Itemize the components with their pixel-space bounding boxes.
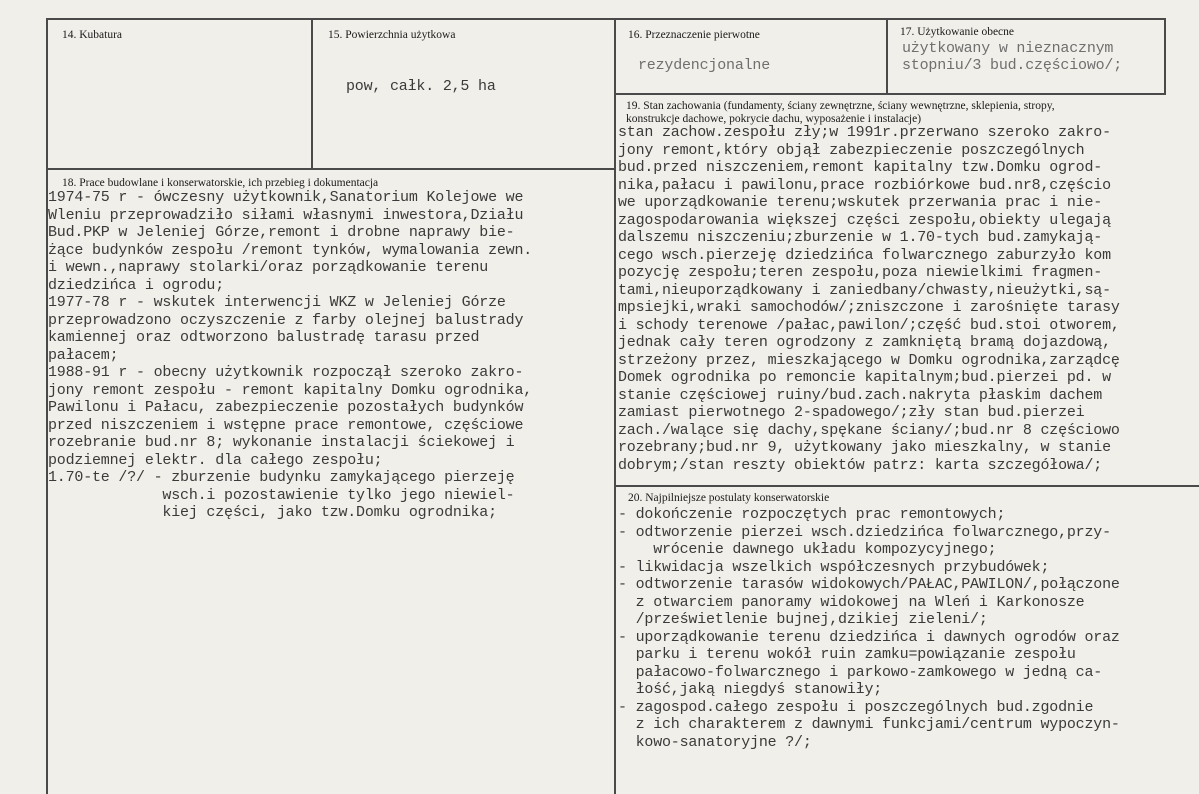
field-19-line: dobrym;/stan reszty obiektów patrz: karta szczegółowa/; — [618, 456, 1103, 474]
divider-16-17 — [886, 18, 888, 94]
field-19-line: stan zachow.zespołu zły;w 1991r.przerwano szeroko zakro- — [618, 124, 1111, 141]
field-20-line: /prześwietlenie bujnej,dzikiej zieleni/; — [618, 611, 988, 628]
field-19-label: 19. Stan zachowania (fundamenty, ściany zewnętrzne, ściany wewnętrzne, sklepienia, stropy, konstrukcje dachowe, pokrycie dachu, wyposażenie i instalacje) — [626, 100, 1055, 125]
field-20-line: pałacowo-folwarcznego i parkowo-zamkowego w jedną ca- — [618, 663, 1103, 681]
field-18-line: rozebranie bud.nr 8; wykonanie instalacji ściekowej i — [48, 434, 515, 451]
field-18-line: wsch.i pozostawienie tylko jego niewiel- — [48, 486, 515, 504]
field-18-line: przeprowadzono oczyszczenie z farby olejnej balustrady — [48, 311, 524, 329]
field-16-label: 16. Przeznaczenie pierwotne — [628, 29, 760, 41]
field-17-line: użytkowany w nieznacznym — [902, 40, 1114, 57]
field-20-line: - odtworzenie pierzei wsch.dziedzińca folwarcznego,przy- — [618, 523, 1111, 541]
field-20-line: - zagospod.całego zespołu i poszczególnych bud.zgodnie — [618, 698, 1094, 716]
field-18-line: 1974-75 r - ówczesny użytkownik,Sanatorium Kolejowe we — [48, 189, 524, 206]
field-18-line: Wleniu przeprowadziło siłami własnymi inwestora,Działu — [48, 206, 524, 224]
field-20-label: 20. Najpilniejsze postulaty konserwatorskie — [628, 492, 830, 504]
field-18-line: kamiennej oraz odtworzono balustradę tarasu przed — [48, 329, 480, 346]
divider-row1-right — [614, 93, 1166, 95]
divider-19-20 — [614, 485, 1199, 487]
field-19-line: tami,nieuporządkowany i zaniedbany/chwasty,nieużytki,są- — [618, 281, 1111, 299]
field-18-line: Bud.PKP w Jeleniej Górze,remont i drobne naprawy bie- — [48, 224, 515, 241]
field-17-line: stopniu/3 bud.częściowo/; — [902, 57, 1123, 74]
field-19-line: jednak cały teren ogrodzony z zamkniętą bramą dojazdową, — [618, 334, 1111, 351]
field-18-line: kiej części, jako tzw.Domku ogrodnika; — [48, 504, 497, 521]
field-20-line: - uporządkowanie terenu dziedzińca i dawnych ogrodów oraz — [618, 628, 1120, 646]
field-18-line: żące budynków zespołu /remont tynków, wymalowania zewn. — [48, 241, 533, 259]
right-border — [1164, 18, 1166, 94]
field-18-line: jony remont zespołu - remont kapitalny Domku ogrodnika, — [48, 381, 533, 399]
field-19-line: zach./walące się dachy,spękane ściany/;bud.nr 8 częściowo — [618, 421, 1120, 439]
field-18-line: przed niszczeniem i wstępne prace remontowe, częściowe — [48, 416, 524, 434]
field-19-line: zagospodarowania większej części zespołu,obiekty ulegają — [618, 211, 1111, 229]
field-19-line: pozycję zespołu;teren zespołu,poza niewielkimi fragmen- — [618, 264, 1103, 281]
field-15-value: pow, całk. 2,5 ha — [346, 78, 496, 95]
field-19-line: strzeżony przez, mieszkającego w Domku ogrodnika,zarządcę — [618, 351, 1120, 369]
field-15-label: 15. Powierzchnia użytkowa — [328, 29, 456, 41]
field-18-line: Pawilonu i Pałacu, zabezpieczenie pozostałych budynków — [48, 399, 524, 416]
divider-14-15 — [311, 18, 313, 168]
field-18-label: 18. Prace budowlane i konserwatorskie, ich przebieg i dokumentacja — [62, 177, 379, 189]
field-14-label: 14. Kubatura — [62, 29, 123, 41]
field-18-line: 1977-78 r - wskutek interwencji WKZ w Jeleniej Górze — [48, 294, 506, 311]
divider-row1-left — [46, 168, 616, 170]
field-18-line: 1.70-te /?/ - zburzenie budynku zamykającego pierzeję — [48, 469, 515, 486]
field-20-line: wrócenie dawnego układu kompozycyjnego; — [618, 541, 997, 558]
field-20-line: - dokończenie rozpoczętych prac remontowych; — [618, 506, 1006, 523]
field-20-line: kowo-sanatoryjne ?/; — [618, 733, 812, 751]
field-20-line: - likwidacja wszelkich współczesnych przybudówek; — [618, 558, 1050, 576]
field-18-line: dziedzińca i ogrodu; — [48, 276, 225, 294]
field-19-line: dalszemu niszczeniu;zburzenie w 1.70-tych bud.zamykają- — [618, 229, 1103, 246]
field-18-line: pałacem; — [48, 346, 119, 364]
field-20-line: z otwarciem panoramy widokowej na Wleń i Karkonosze — [618, 593, 1085, 611]
field-18-line: 1988-91 r - obecny użytkownik rozpoczął szeroko zakro- — [48, 364, 524, 381]
field-17-label: 17. Użytkowanie obecne — [900, 26, 1015, 38]
field-19-line: nika,pałacu i pawilonu,prace rozbiórkowe bud.nr8,częścio — [618, 176, 1111, 194]
field-20-line: łość,jaką niegdyś stanowiły; — [618, 681, 883, 698]
field-20-line: - odtworzenie tarasów widokowych/PAŁAC,PAWILON/,połączone — [618, 576, 1120, 593]
field-19-line: we uporządkowanie terenu;wskutek przerwania prac i nie- — [618, 194, 1103, 211]
field-19-line: rozebrany;bud.nr 9, użytkowany jako mieszkalny, w stanie — [618, 439, 1111, 456]
field-19-line: stanie częściowej ruiny/bud.zach.nakryta płaskim dachem — [618, 386, 1103, 404]
field-20-line: parku i terenu wokół ruin zamku=powiązanie zespołu — [618, 646, 1076, 663]
field-18-line: podziemnej elektr. dla całego zespołu; — [48, 451, 383, 469]
field-19-line: Domek ogrodnika po remoncie kapitalnym;bud.pierzei pd. w — [618, 369, 1111, 386]
field-19-line: i schody terenowe /pałac,pawilon/;część bud.stoi otworem, — [618, 316, 1120, 334]
field-19-line: jony remont,który objął zabezpieczenie poszczególnych — [618, 141, 1085, 159]
field-19-line: zamiast pierwotnego 2-spadowego/;zły stan bud.pierzei — [618, 404, 1085, 421]
field-19-line: mpsiejki,wraki samochodów/;zniszczone i zarośnięte tarasy — [618, 299, 1120, 316]
field-19-line: cego wsch.pierzeję dziedzińca folwarcznego zaburzyło kom — [618, 246, 1111, 264]
field-19-line: bud.przed niszczeniem,remont kapitalny tzw.Domku ogrod- — [618, 159, 1103, 176]
field-16-value: rezydencjonalne — [638, 57, 771, 74]
field-20-line: z ich charakterem z dawnymi funkcjami/centrum wypoczyn- — [618, 716, 1120, 733]
field-18-line: i wewn.,naprawy stolarki/oraz porządkowanie terenu — [48, 259, 489, 276]
top-border — [46, 18, 1166, 20]
divider-main — [614, 18, 616, 794]
